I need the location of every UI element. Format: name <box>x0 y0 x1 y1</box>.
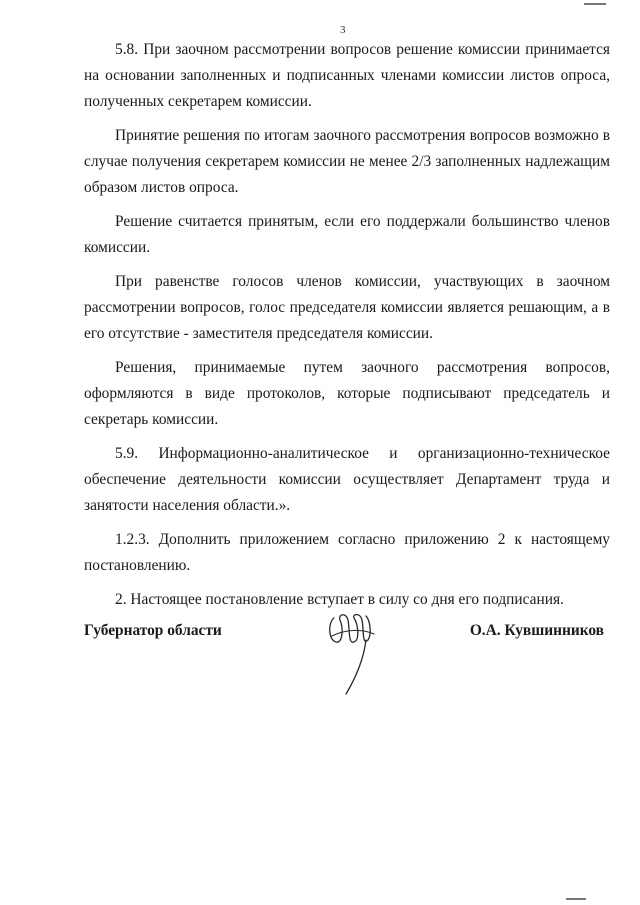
page-number: 3 <box>340 24 346 36</box>
paragraph-1-2-3: 1.2.3. Дополнить приложением согласно приложению 2 к настоящему постановлению. <box>84 531 610 574</box>
signature-block <box>84 622 604 702</box>
paragraph-5-8: 5.8. При заочном рассмотрении вопросов решение комиссии принимается на основании заполненных и подписанных членами комиссии листов опроса, полученных секретарем комиссии. <box>84 41 610 110</box>
document-body <box>84 37 610 621</box>
paragraph-5-9: 5.9. Информационно-аналитическое и организационно-техническое обеспечение деятельности комиссии осуществляет Департамент труда и занятости населения области.». <box>84 445 610 514</box>
paragraph-decision-majority: Решение считается принятым, если его поддержали большинство членов комиссии. <box>84 213 610 256</box>
signatory-position: Губернатор области <box>84 622 222 639</box>
paragraph-decision-condition: Принятие решения по итогам заочного рассмотрения вопросов возможно в случае получения секретарем комиссии не менее 2/3 заполненных надлежащим образом листов опроса. <box>84 127 610 196</box>
signatory-name: О.А. Кувшинников <box>469 622 604 639</box>
handwritten-signature <box>324 600 384 700</box>
scan-mark-bottom-right <box>566 898 586 900</box>
paragraph-protocols: Решения, принимаемые путем заочного рассмотрения вопросов, оформляются в виде протоколов, которые подписывают председатель и секретарь комиссии. <box>84 359 610 428</box>
paragraph-effective-date: 2. Настоящее постановление вступает в силу со дня его подписания. <box>115 591 564 608</box>
paragraph-tie-vote: При равенстве голосов членов комиссии, участвующих в заочном рассмотрении вопросов, голос председателя комиссии является решающим, а в его отсутствие - заместителя председателя комиссии. <box>84 273 610 342</box>
scan-mark-top-right <box>584 3 606 5</box>
